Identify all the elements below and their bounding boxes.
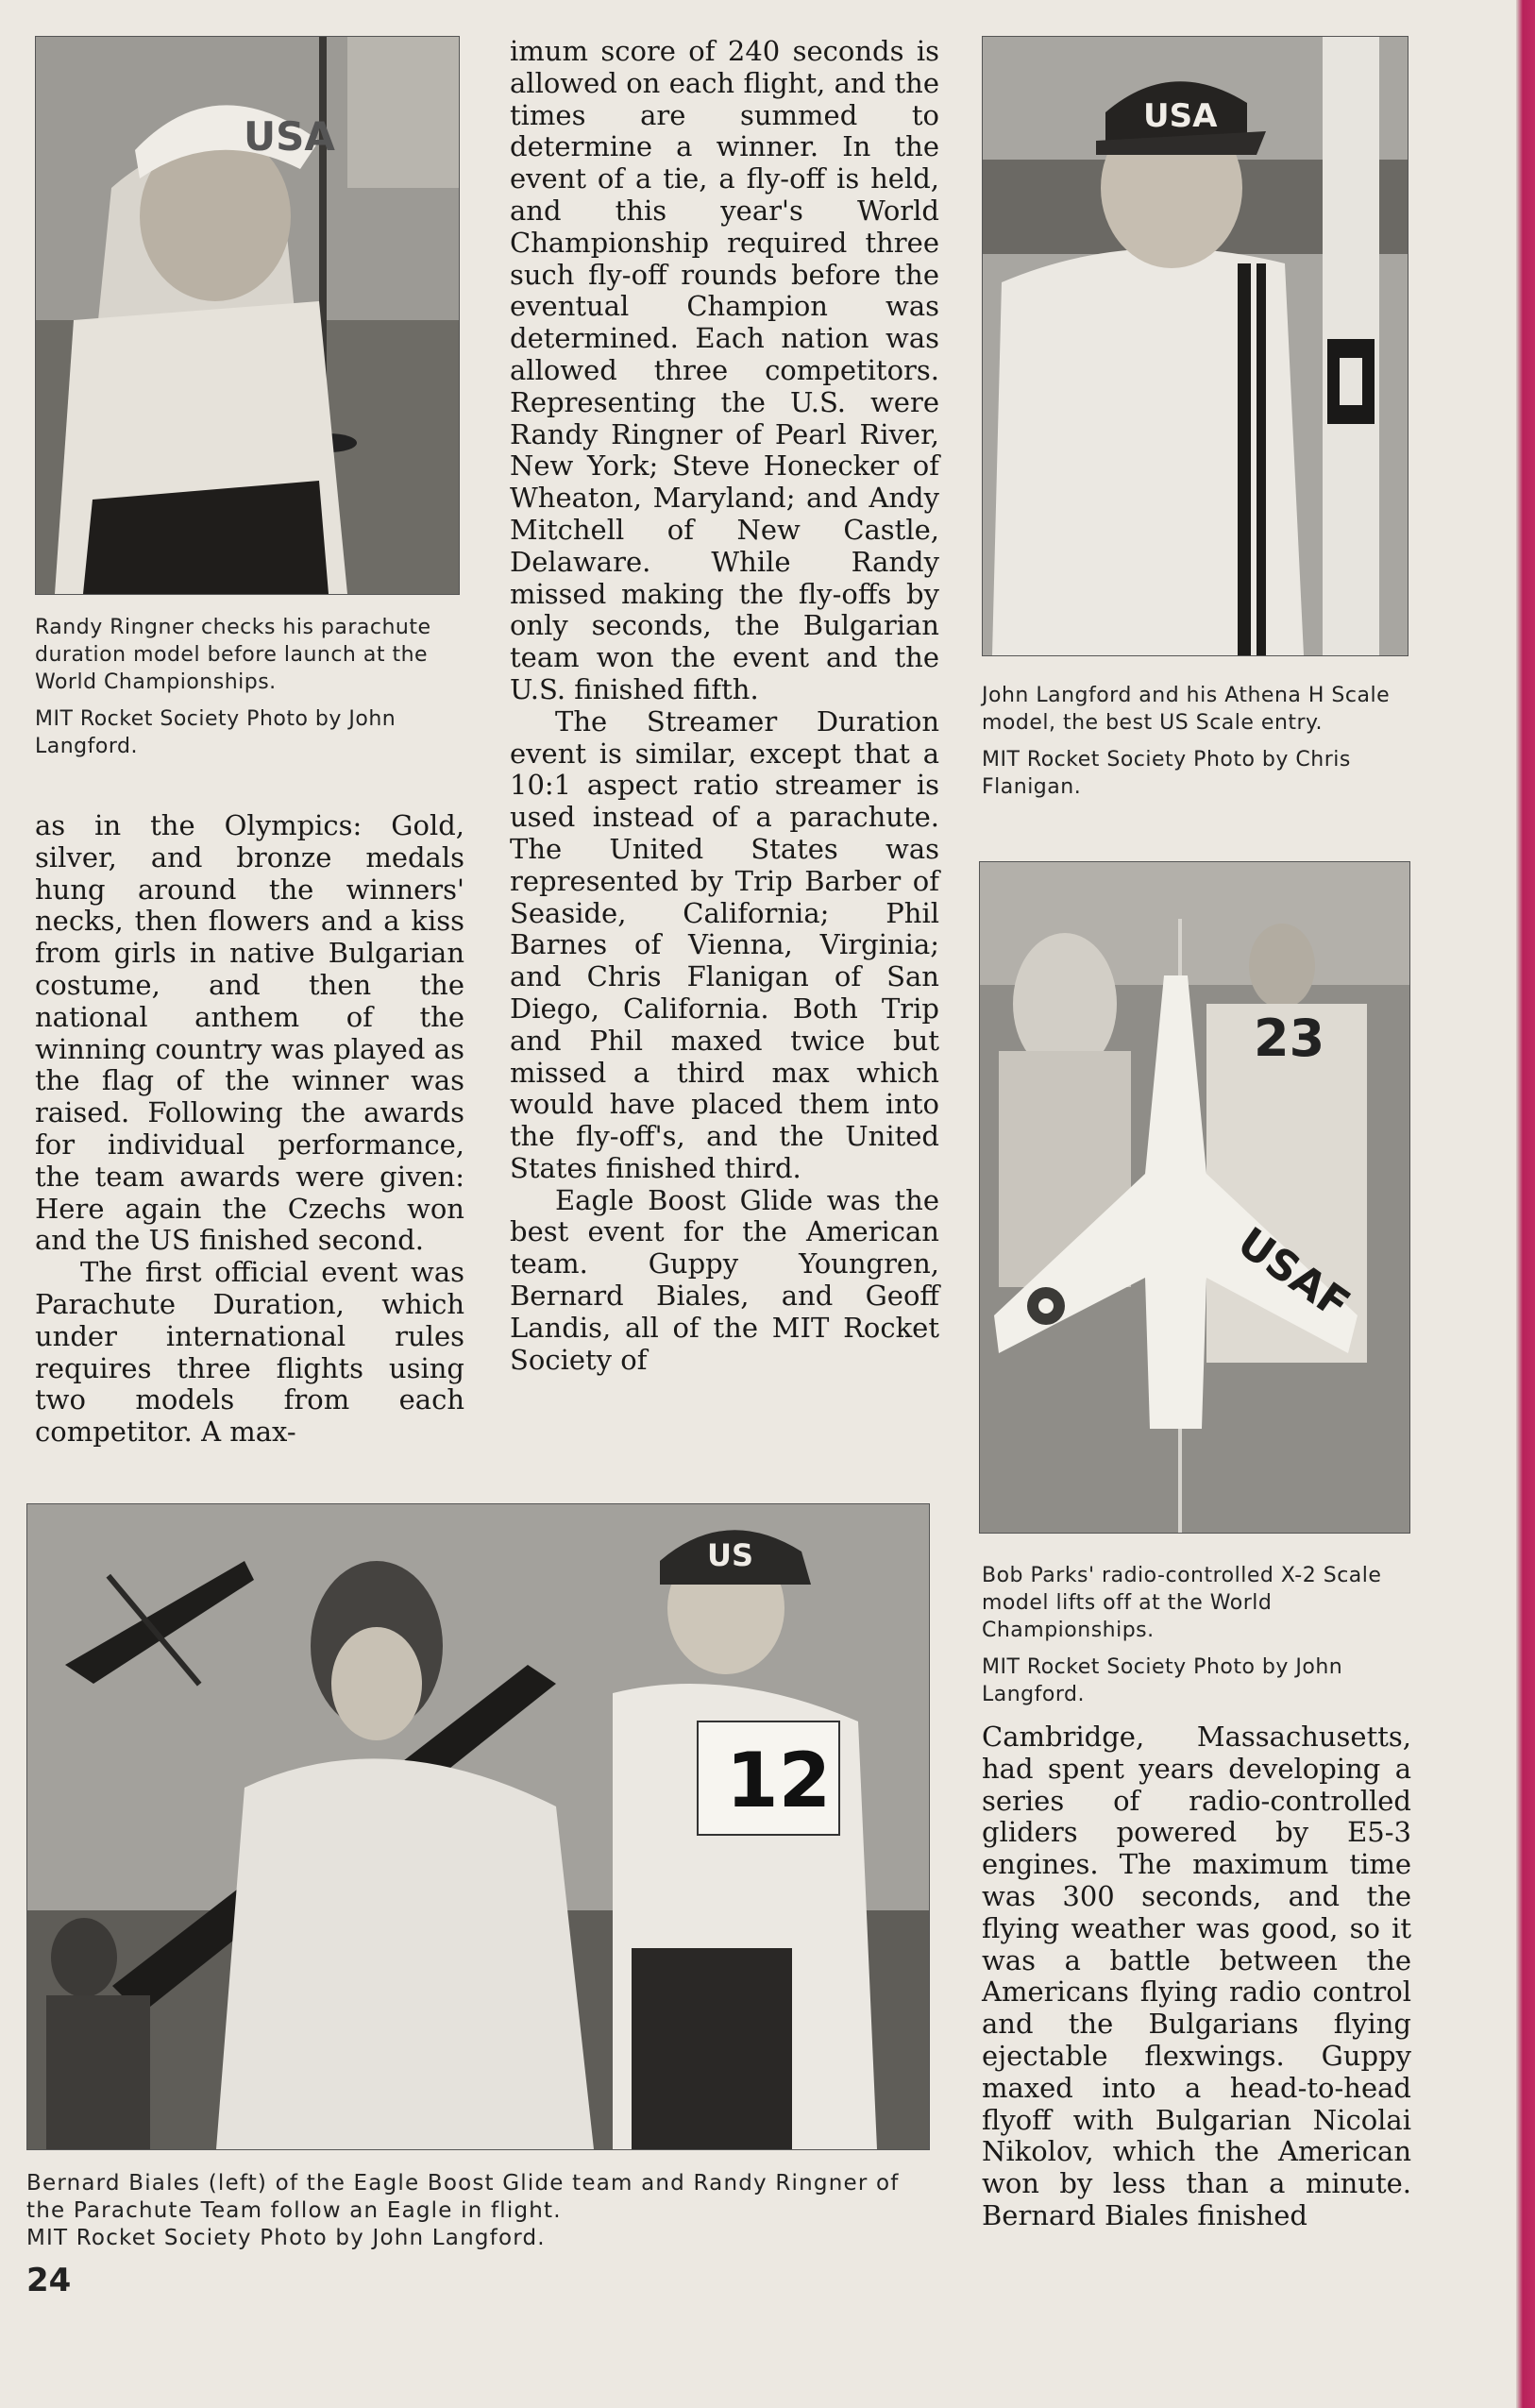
photo3-caption xyxy=(982,1562,1411,1718)
photo1-caption-text: Randy Ringner checks his parachute duration model before launch at the World Championships. xyxy=(35,616,431,694)
cap-text: US xyxy=(707,1537,754,1573)
middle-paragraph-2: The Streamer Duration event is similar, except that a 10:1 aspect ratio streamer is used instead of a parachute. The United States was represented by Trip Barber of Seaside, California; Phil Barnes of Vienna, Virginia; and Chris Flanigan of San Diego, California. Both Trip and Phil maxed twice but missed a third max which would have placed them into the fly-off's, and the United States finished third. xyxy=(510,704,939,1184)
photo-eagle-flight xyxy=(26,1503,930,2150)
bib-number: 12 xyxy=(726,1737,832,1824)
photo-randy-ringner xyxy=(35,36,460,595)
left-paragraph-2: The first official event was Parachute Duration, which under international rules requires three flights using two models from each competitor. A max- xyxy=(35,1256,464,1449)
page-edge-binding xyxy=(1516,0,1535,2408)
right-paragraph-1: Cambridge, Massachusetts, had spent years developing a series of radio-controlled gliders powered by E5-3 engines. The maximum time was 300 seconds, and the flying weather was good, so it was a battle between the Americans flying radio control and the Bulgarians flying ejectable flexwings. Guppy maxed into a head-to-head flyoff with Bulgarian Nicolai Nikolov, which the American won by less than a minute. Bernard Biales finished xyxy=(982,1721,1411,2231)
photo4-caption xyxy=(26,2170,937,2252)
right-text-column xyxy=(982,1721,1411,2232)
photo4-caption-text: Bernard Biales (left) of the Eagle Boost Glide team and Randy Ringner of the Parachute Team follow an Eagle in flight. xyxy=(26,2171,900,2223)
bib-number: 23 xyxy=(1254,1009,1325,1068)
photo2-caption xyxy=(982,682,1411,810)
left-paragraph-1: as in the Olympics: Gold, silver, and bronze medals hung around the winners' necks, then flowers and a kiss from girls in native Bulgarian costume, and then the national anthem of the winning country was played as the flag of the winner was raised. Following the awards for individual performance, the team awards were given: Here again the Czechs won and the US finished second. xyxy=(35,809,464,1257)
photo3-credit: MIT Rocket Society Photo by John Langford. xyxy=(982,1655,1343,1706)
photo1-caption xyxy=(35,614,460,770)
cap-text: USA xyxy=(244,113,335,160)
left-text-column xyxy=(35,810,464,1449)
photo-john-langford xyxy=(982,36,1408,656)
photo2-caption-text: John Langford and his Athena H Scale model, the best US Scale entry. xyxy=(982,684,1391,735)
middle-text-column xyxy=(510,36,939,1376)
photo-x2-launch xyxy=(979,861,1410,1534)
photo1-credit: MIT Rocket Society Photo by John Langford. xyxy=(35,707,396,758)
photo3-caption-text: Bob Parks' radio-controlled X-2 Scale model lifts off at the World Championships. xyxy=(982,1564,1382,1642)
middle-paragraph-1: imum score of 240 seconds is allowed on each flight, and the times are summed to determine a winner. In the event of a tie, a fly-off is held, and this year's World Championship required three such fly-off rounds before the eventual Champion was determined. Each nation was allowed three competitors. Representing the U.S. were Randy Ringner of Pearl River, New York; Steve Honecker of Wheaton, Maryland; and Andy Mitchell of New Castle, Delaware. While Randy missed making the fly-offs by only seconds, the Bulgarian team won the event and the U.S. finished fifth. xyxy=(510,35,939,705)
middle-paragraph-3: Eagle Boost Glide was the best event for the American team. Guppy Youngren, Bernard Biales, and Geoff Landis, all of the MIT Rocket Society of xyxy=(510,1183,939,1376)
page-number: 24 xyxy=(26,2262,72,2299)
photo2-credit: MIT Rocket Society Photo by Chris Flanigan. xyxy=(982,748,1351,799)
cap-text: USA xyxy=(1143,97,1218,135)
model-label: USAF xyxy=(1228,1218,1358,1330)
photo4-credit: MIT Rocket Society Photo by John Langford. xyxy=(26,2226,546,2250)
